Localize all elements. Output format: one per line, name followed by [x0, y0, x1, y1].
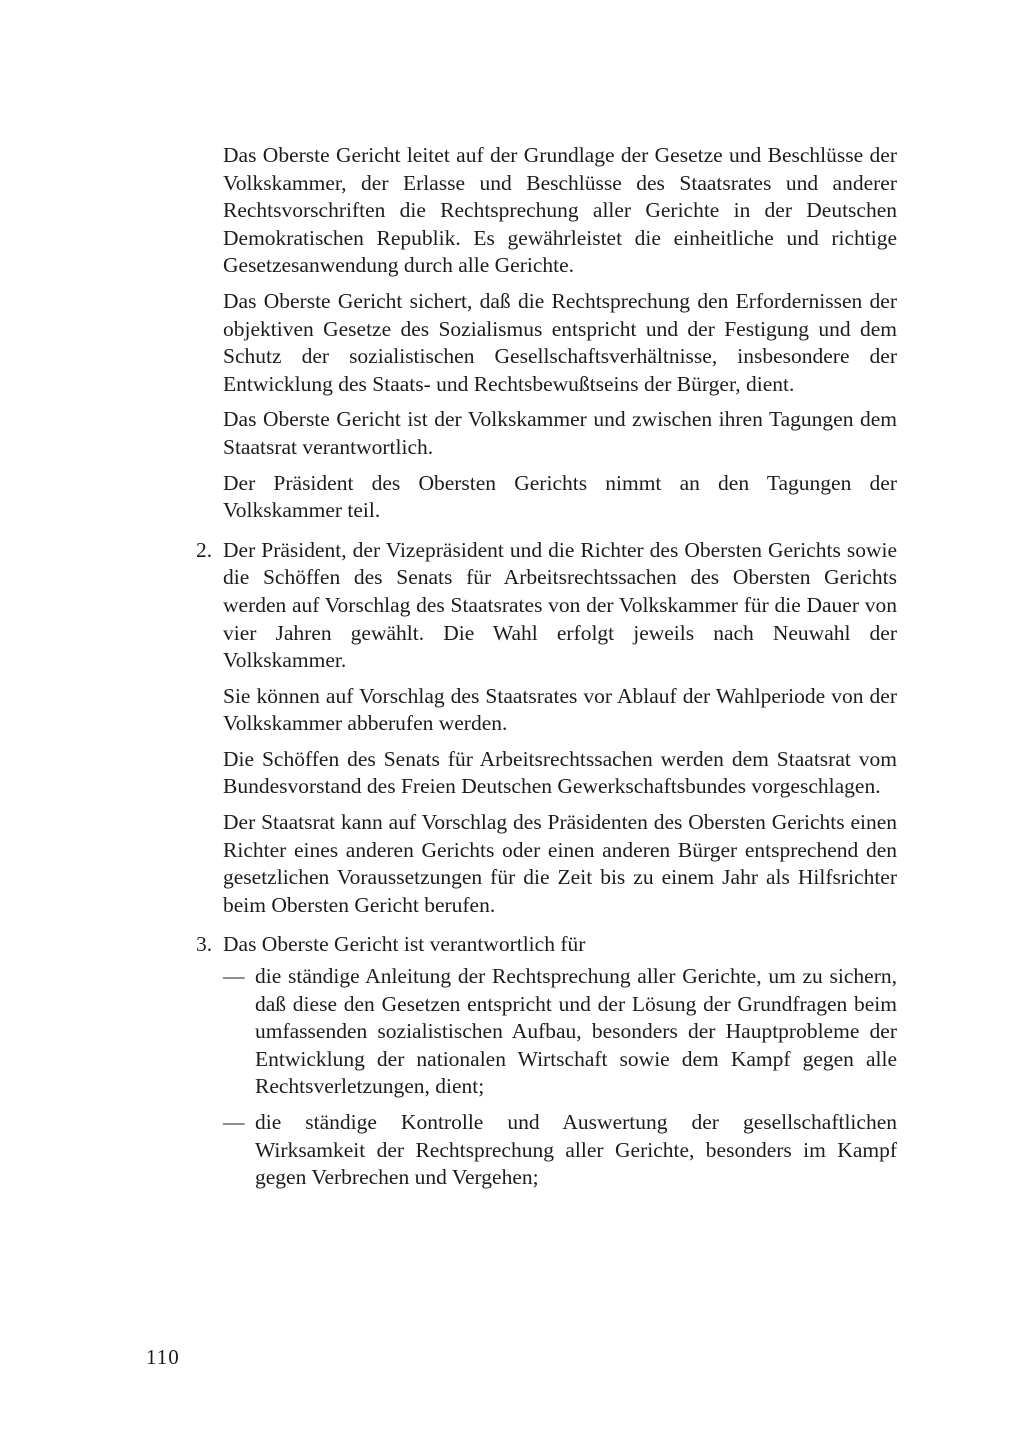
section-3	[196, 931, 897, 1191]
section-2-paragraph-4: Der Staatsrat kann auf Vorschlag des Präsidenten des Obersten Gerichts einen Richter eines anderen Gerichts oder einen anderen Bürger entsprechend den gesetzlichen Voraussetzungen für die Zeit bis zu einem Jahr als Hilfsrichter beim Obersten Gericht berufen.	[223, 810, 897, 917]
list-item-text: die ständige Kontrolle und Auswertung der gesellschaftlichen Wirksamkeit der Rechtsprechung aller Gerichte, besonders im Kampf gegen Verbrechen und Vergehen;	[255, 1110, 897, 1190]
section-2-paragraph-3: Die Schöffen des Senats für Arbeitsrechtssachen werden dem Staatsrat vom Bundesvorstand des Freien Deutschen Gewerkschaftsbundes vorgeschlagen.	[223, 746, 897, 799]
list-item	[223, 963, 897, 1101]
section-3-list	[223, 963, 897, 1192]
dash-bullet: —	[223, 964, 245, 989]
list-item-text: die ständige Anleitung der Rechtsprechung aller Gerichte, um zu sichern, daß diese den Gesetzen entspricht und der Lösung der Grundfragen beim umfassenden sozialistischen Aufbau, besonders der Hauptprobleme der Entwicklung der nationalen Wirtschaft sowie dem Kampf gegen alle Rechtsverletzungen, dient;	[255, 964, 897, 1099]
paragraph-intro-3: Das Oberste Gericht ist der Volkskammer und zwischen ihren Tagungen dem Staatsrat verantwortlich.	[223, 407, 897, 459]
section-3-lead: Das Oberste Gericht ist verantwortlich für	[223, 932, 586, 957]
paragraph-intro-1: Das Oberste Gericht leitet auf der Grundlage der Gesetze und Beschlüsse der Volkskammer, der Erlasse und Beschlüsse des Staatsrates und anderer Rechtsvorschriften die Rechtsprechung aller Gerichte in der Deutschen Demokratischen Republik. Es gewährleistet die einheitliche und richtige Gesetzesanwendung durch alle Gerichte.	[223, 143, 897, 278]
paragraph-intro-4: Der Präsident des Obersten Gerichts nimmt an den Tagungen der Volkskammer teil.	[223, 470, 897, 523]
section-2-number: 2.	[196, 537, 213, 562]
section-2-paragraph-2: Sie können auf Vorschlag des Staatsrates vor Ablauf der Wahlperiode von der Volkskammer abberufen werden.	[223, 683, 897, 736]
page-number: 110	[146, 1345, 180, 1369]
list-item	[223, 1109, 897, 1192]
dash-bullet: —	[223, 1110, 245, 1134]
paragraph-intro-2: Das Oberste Gericht sichert, daß die Rechtsprechung den Erfordernissen der objektiven Gesetze des Sozialismus entspricht und der Festigung und dem Schutz der sozialistischen Gesellschaftsverhältnisse, insbesondere der Entwicklung des Staats- und Rechtsbewußtseins der Bürger, dient.	[223, 288, 897, 396]
section-2	[196, 537, 897, 920]
section-2-paragraph-1: Der Präsident, der Vizepräsident und die Richter des Obersten Gerichts sowie die Schöffen des Senats für Arbeitsrechtssachen des Obersten Gerichts werden auf Vorschlag des Staatsrates von der Volkskammer für die Dauer von vier Jahren gewählt. Die Wahl erfolgt jeweils nach Neuwahl der Volkskammer.	[223, 537, 897, 673]
document-body	[196, 142, 897, 1200]
section-3-number: 3.	[196, 932, 213, 957]
